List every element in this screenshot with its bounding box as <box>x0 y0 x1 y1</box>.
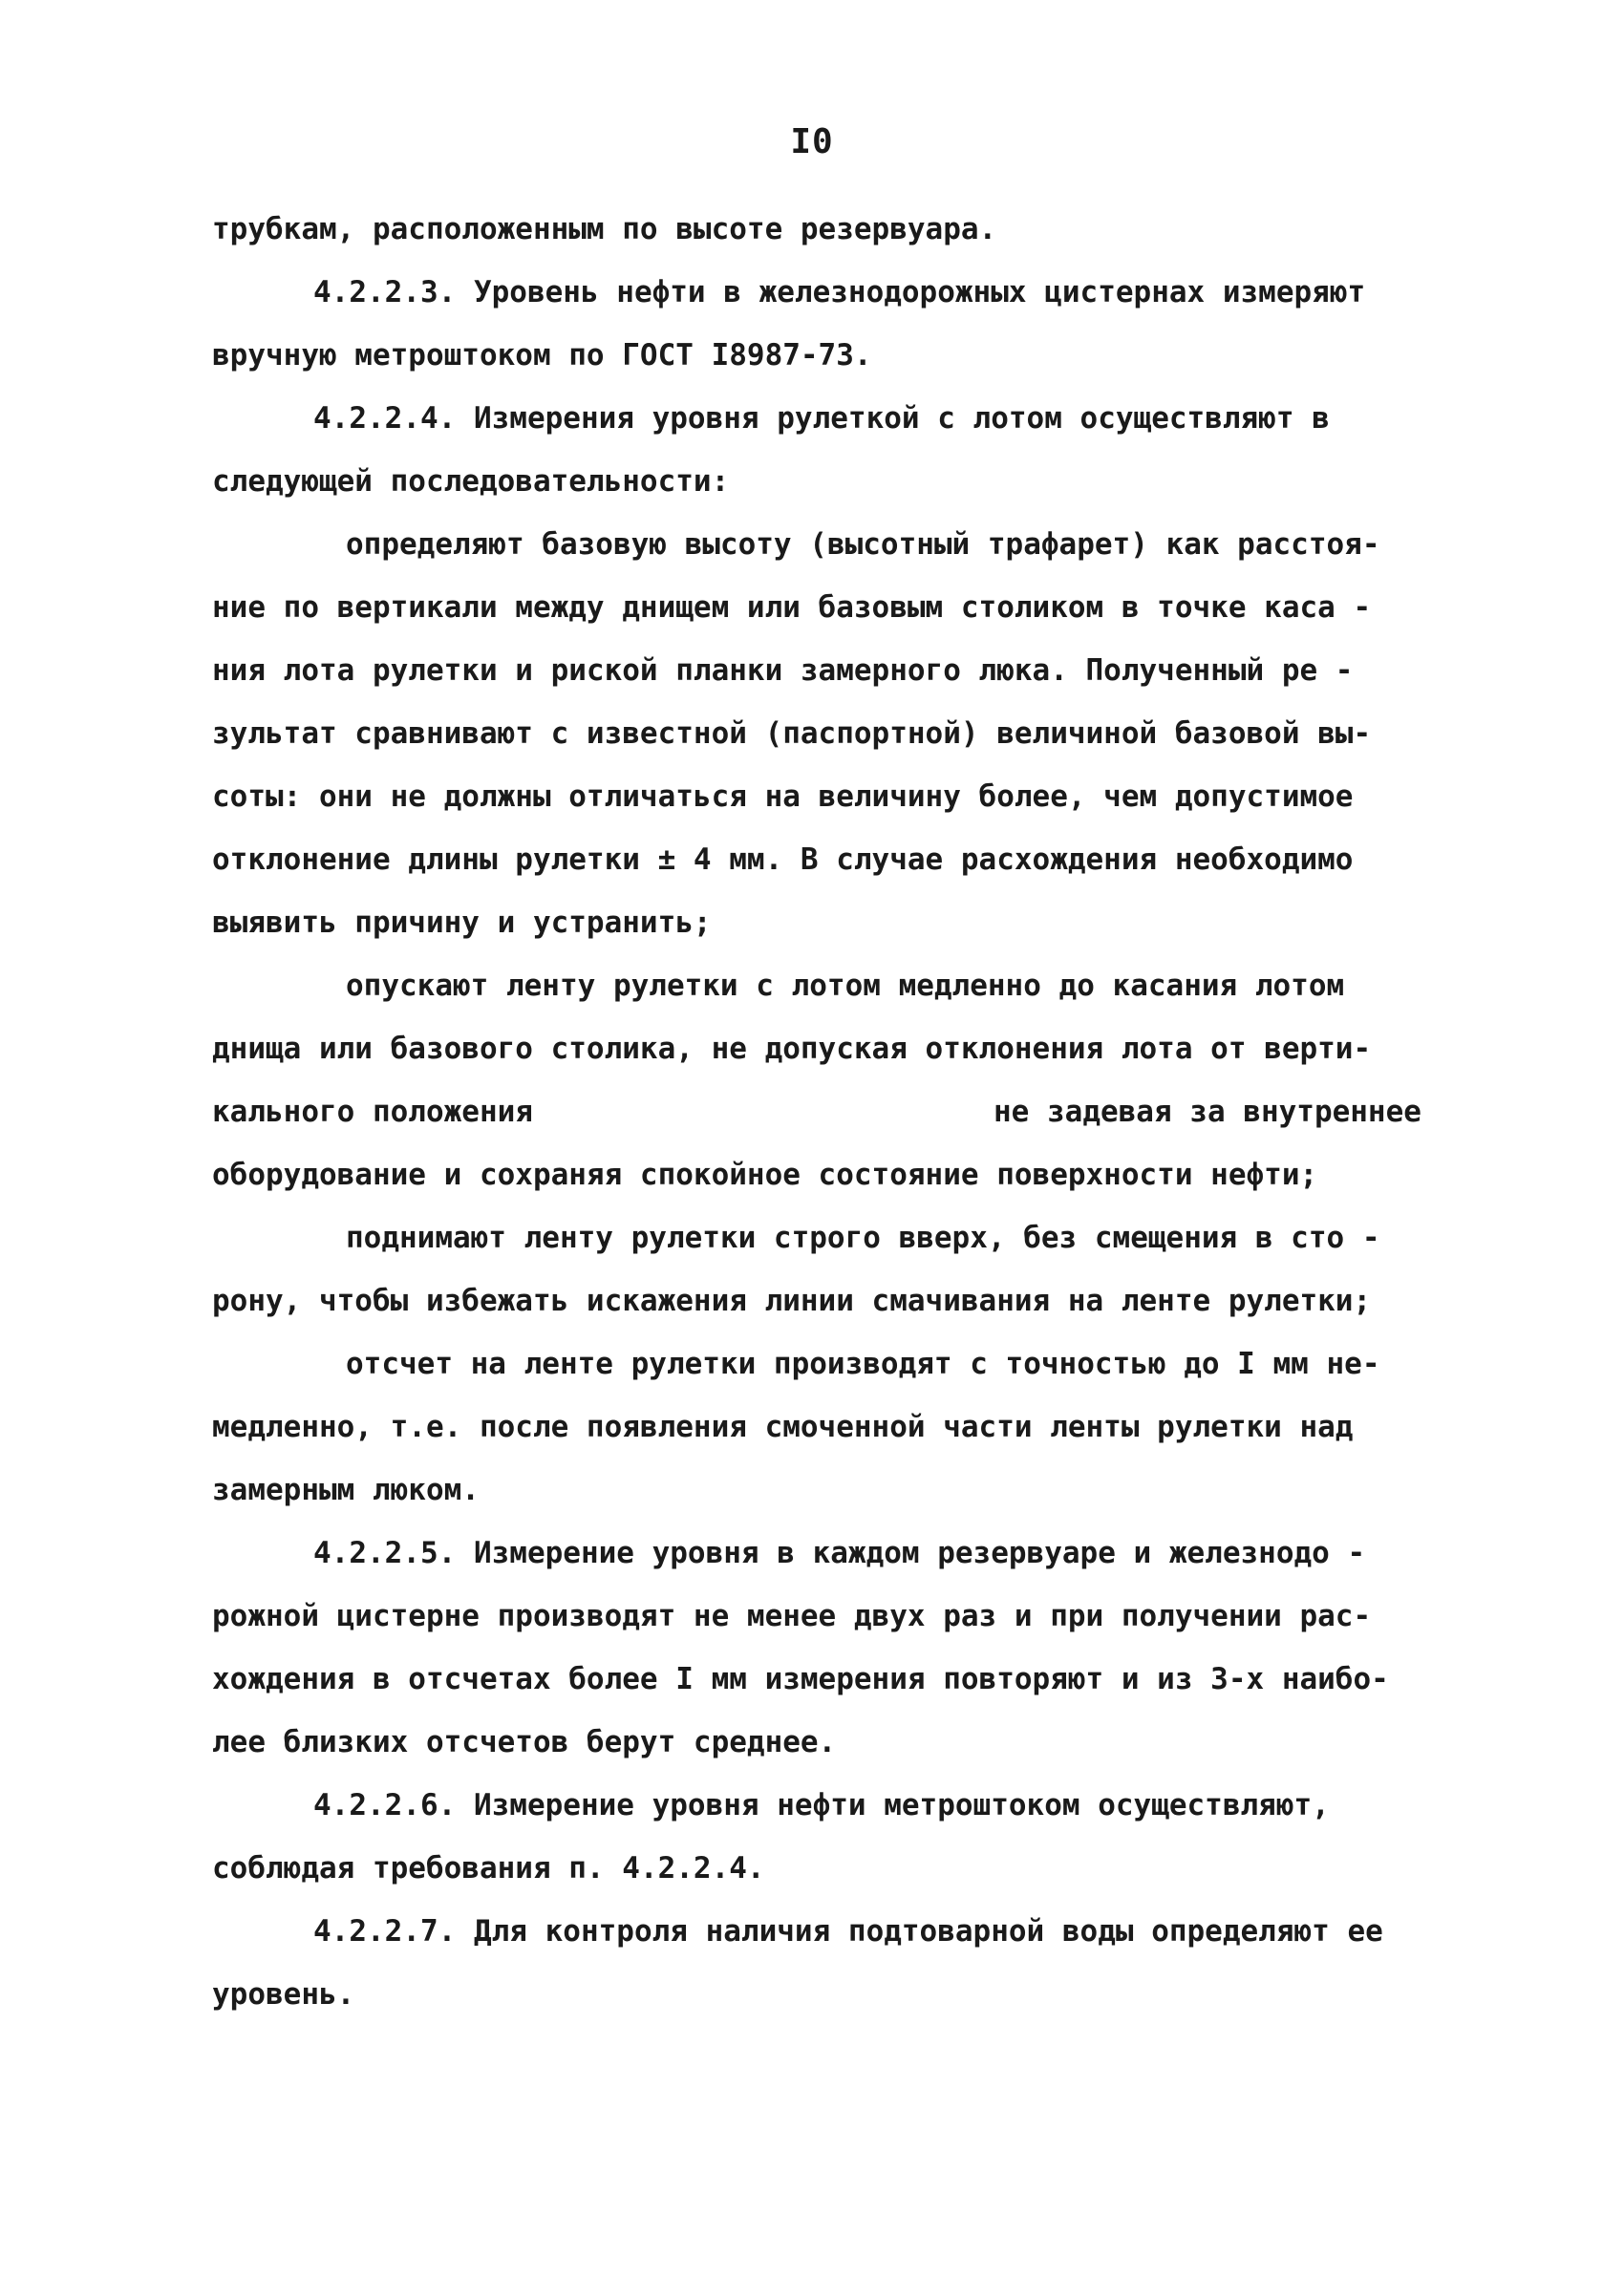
text-line: 4.2.2.6. Измерение уровня нефти метроштоком осуществляют, <box>313 1788 1330 1822</box>
text-line: трубкам, расположенным по высоте резервуара. <box>212 212 997 246</box>
text-line: 4.2.2.5. Измерение уровня в каждом резервуаре и железнодо - <box>313 1536 1366 1570</box>
text-line: уровень. <box>212 1977 355 2012</box>
text-line: поднимают ленту рулетки строго вверх, без смещения в сто - <box>346 1221 1380 1255</box>
text-line: зультат сравнивают с известной (паспортной) величиной базовой вы- <box>212 716 1372 751</box>
text-line: следующей последовательности: <box>212 464 730 499</box>
text-line: 4.2.2.4. Измерения уровня рулеткой с лотом осуществляют в <box>313 401 1330 436</box>
text-line: ния лота рулетки и риской планки замерного люка. Полученный ре - <box>212 653 1354 688</box>
text-line: 4.2.2.3. Уровень нефти в железнодорожных цистернах измеряют <box>313 275 1366 309</box>
text-line: лее близких отсчетов берут среднее. <box>212 1725 837 1759</box>
page-number: I0 <box>790 122 834 161</box>
text-line: оборудование и сохраняя спокойное состояние поверхности нефти; <box>212 1158 1318 1192</box>
text-line: соблюдая требования п. 4.2.2.4. <box>212 1851 765 1886</box>
text-line: отклонение длины рулетки ± 4 мм. В случае расхождения необходимо <box>212 842 1354 877</box>
text-line: замерным люком. <box>212 1473 480 1507</box>
text-line: вручную метроштоком по ГОСТ I8987-73. <box>212 338 872 373</box>
text-line: не задевая за внутреннее <box>994 1095 1421 1129</box>
text-line: отсчет на ленте рулетки производят с точностью до I мм не- <box>346 1347 1380 1381</box>
text-line: соты: они не должны отличаться на величину более, чем допустимое <box>212 779 1354 814</box>
text-line: кального положения <box>212 1095 533 1129</box>
text-line: опускают ленту рулетки с лотом медленно до касания лотом <box>346 969 1345 1003</box>
text-line: хождения в отсчетах более I мм измерения повторяют и из 3-х наибо- <box>212 1662 1389 1696</box>
text-line: 4.2.2.7. Для контроля наличия подтоварной воды определяют ее <box>313 1914 1383 1949</box>
text-line: ние по вертикали между днищем или базовым столиком в точке каса - <box>212 590 1372 625</box>
text-line: определяют базовую высоту (высотный трафарет) как расстоя- <box>346 527 1380 562</box>
text-line: медленно, т.е. после появления смоченной части ленты рулетки над <box>212 1410 1354 1444</box>
text-line: рону, чтобы избежать искажения линии смачивания на ленте рулетки; <box>212 1284 1372 1318</box>
text-line: днища или базового столика, не допуская отклонения лота от верти- <box>212 1032 1372 1066</box>
text-line: выявить причину и устранить; <box>212 906 712 940</box>
text-line: рожной цистерне производят не менее двух раз и при получении рас- <box>212 1599 1372 1633</box>
